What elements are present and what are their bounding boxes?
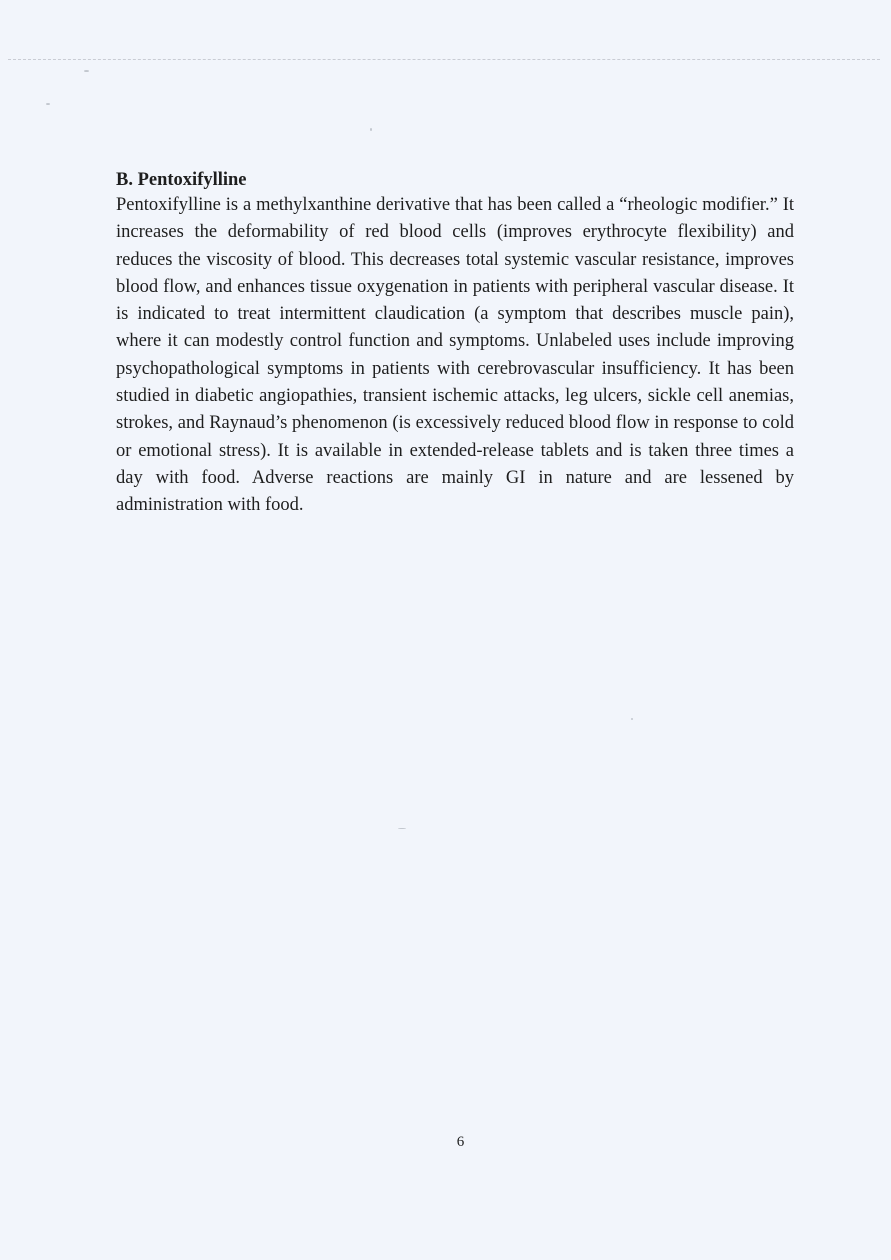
- page-number: 6: [456, 1134, 465, 1150]
- section-heading: B. Pentoxifylline: [116, 170, 247, 190]
- scan-speck: [370, 128, 372, 131]
- scan-speck: [631, 718, 633, 720]
- section-body-paragraph: Pentoxifylline is a methylxanthine derivative that has been called a “rheologic modifier.” It increases the deformability of red blood cells (improves erythrocyte flexibility) and reduces the viscosity of blood. This decreases total systemic vascular resistance, improves blood flow, and enhances tissue oxygenation in patients with peripheral vascular disease. It is indicated to treat intermittent claudication (a symptom that describes muscle pain), where it can modestly control function and symptoms. Unlabeled uses include improving psychopathological symptoms in patients with cerebrovascular insufficiency. It has been studied in diabetic angiopathies, transient ischemic attacks, leg ulcers, sickle cell anemias, strokes, and Raynaud’s phenomenon (is excessively reduced blood flow in response to cold or emotional stress). It is available in extended-release tablets and is taken three times a day with food. Adverse reactions are mainly GI in nature and are lessened by administration with food.: [116, 195, 794, 516]
- scan-speck: [46, 103, 50, 105]
- scan-speck: [398, 828, 406, 829]
- scan-speck: [84, 70, 89, 72]
- scan-top-rule: [8, 59, 880, 60]
